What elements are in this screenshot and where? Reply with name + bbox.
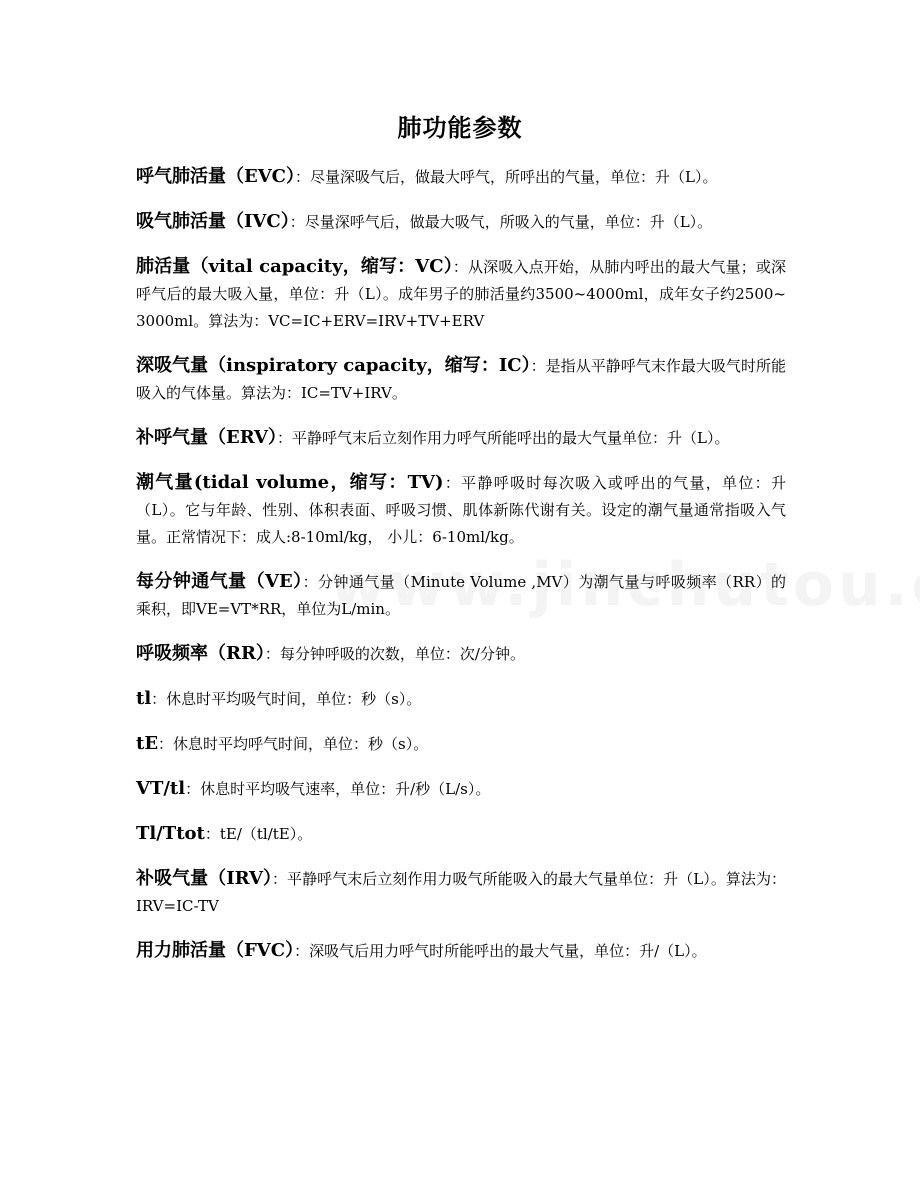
entry-body: ：休息时平均吸气时间，单位：秒（s）。: [151, 690, 422, 708]
definition-entry-ti-ttot: [136, 820, 786, 848]
definition-entry-tv: [136, 469, 786, 551]
entry-body: ：分钟通气量（Minute Volume ,MV）为潮气量与呼吸频率（RR）的乘积，即VE=VT*RR，单位为L/min。: [136, 573, 787, 618]
definition-entry-evc: [136, 163, 786, 191]
definition-entry-ve: [136, 568, 786, 623]
entry-body: ：尽量深呼气后，做最大吸气，所吸入的气量，单位：升（L）。: [289, 213, 713, 231]
entry-term: tE: [136, 733, 159, 754]
entry-body: ：平静呼吸时每次吸入或呼出的气量，单位：升（L）。它与年龄、性别、体积表面、呼吸习惯、肌体新陈代谢有关。设定的潮气量通常指吸入气量。正常情况下：成人:8-10ml/kg， 小儿：6-10ml/kg。: [136, 474, 786, 546]
entry-body: ：平静呼气末后立刻作用力吸气所能吸入的最大气量单位：升（L）。算法为：IRV=IC-TV: [136, 870, 786, 915]
definition-entry-fvc: [136, 937, 786, 965]
entry-term: Tl/Ttot: [136, 823, 205, 844]
definition-entry-ivc: [136, 208, 786, 236]
definition-entry-ic: [136, 352, 786, 407]
entry-body: ：从深吸入点开始，从肺内呼出的最大气量；或深呼气后的最大吸入量，单位：升（L）。成年男子的肺活量约3500~4000ml，成年女子约2500~3000ml。算法为：VC=IC+ERV=IRV+TV+ERV: [136, 258, 786, 330]
entry-term: 呼气肺活量（EVC）: [136, 166, 296, 187]
entry-term: VT/tl: [136, 778, 186, 799]
definition-entry-te: [136, 730, 786, 758]
entry-body: ：平静呼气末后立刻作用力呼气所能呼出的最大气量单位：升（L）。: [277, 429, 730, 447]
definition-entry-irv: [136, 865, 786, 920]
entry-term: 肺活量（vital capacity，缩写：VC）: [136, 256, 453, 277]
definition-entry-vc: [136, 253, 786, 335]
entry-body: ：是指从平静呼气末作最大吸气时所能吸入的气体量。算法为：IC=TV+IRV。: [136, 357, 786, 402]
entry-term: 潮气量(tidal volume，缩写：TV): [136, 472, 444, 493]
entry-body: ：休息时平均吸气速率，单位：升/秒（L/s）。: [185, 780, 491, 798]
definition-entry-erv: [136, 424, 786, 452]
definition-entry-rr: [136, 640, 786, 668]
entry-term: 补吸气量（IRV）: [136, 868, 273, 889]
entry-body: ：深吸气后用力呼气时所能呼出的最大气量，单位：升/（L）。: [294, 942, 707, 960]
page-title: 肺功能参数: [397, 113, 523, 142]
definition-list: [136, 163, 786, 982]
definition-entry-vt-ti: [136, 775, 786, 803]
definition-entry-ti: [136, 685, 786, 713]
entry-term: 每分钟通气量（VE）: [136, 571, 303, 592]
entry-term: 深吸气量（inspiratory capacity，缩写：IC）: [136, 355, 531, 376]
entry-body: ：每分钟呼吸的次数，单位：次/分钟。: [264, 645, 525, 663]
entry-term: 呼吸频率（RR）: [136, 643, 265, 664]
entry-term: 用力肺活量（FVC）: [136, 940, 295, 961]
entry-term: 吸气肺活量（IVC）: [136, 211, 290, 232]
entry-body: ：tE/（tl/tE）。: [204, 825, 313, 843]
entry-term: tl: [136, 688, 152, 709]
entry-term: 补呼气量（ERV）: [136, 427, 278, 448]
entry-body: ：尽量深吸气后，做最大呼气，所呼出的气量，单位：升（L）。: [295, 168, 718, 186]
entry-body: ：休息时平均呼气时间，单位：秒（s）。: [158, 735, 429, 753]
